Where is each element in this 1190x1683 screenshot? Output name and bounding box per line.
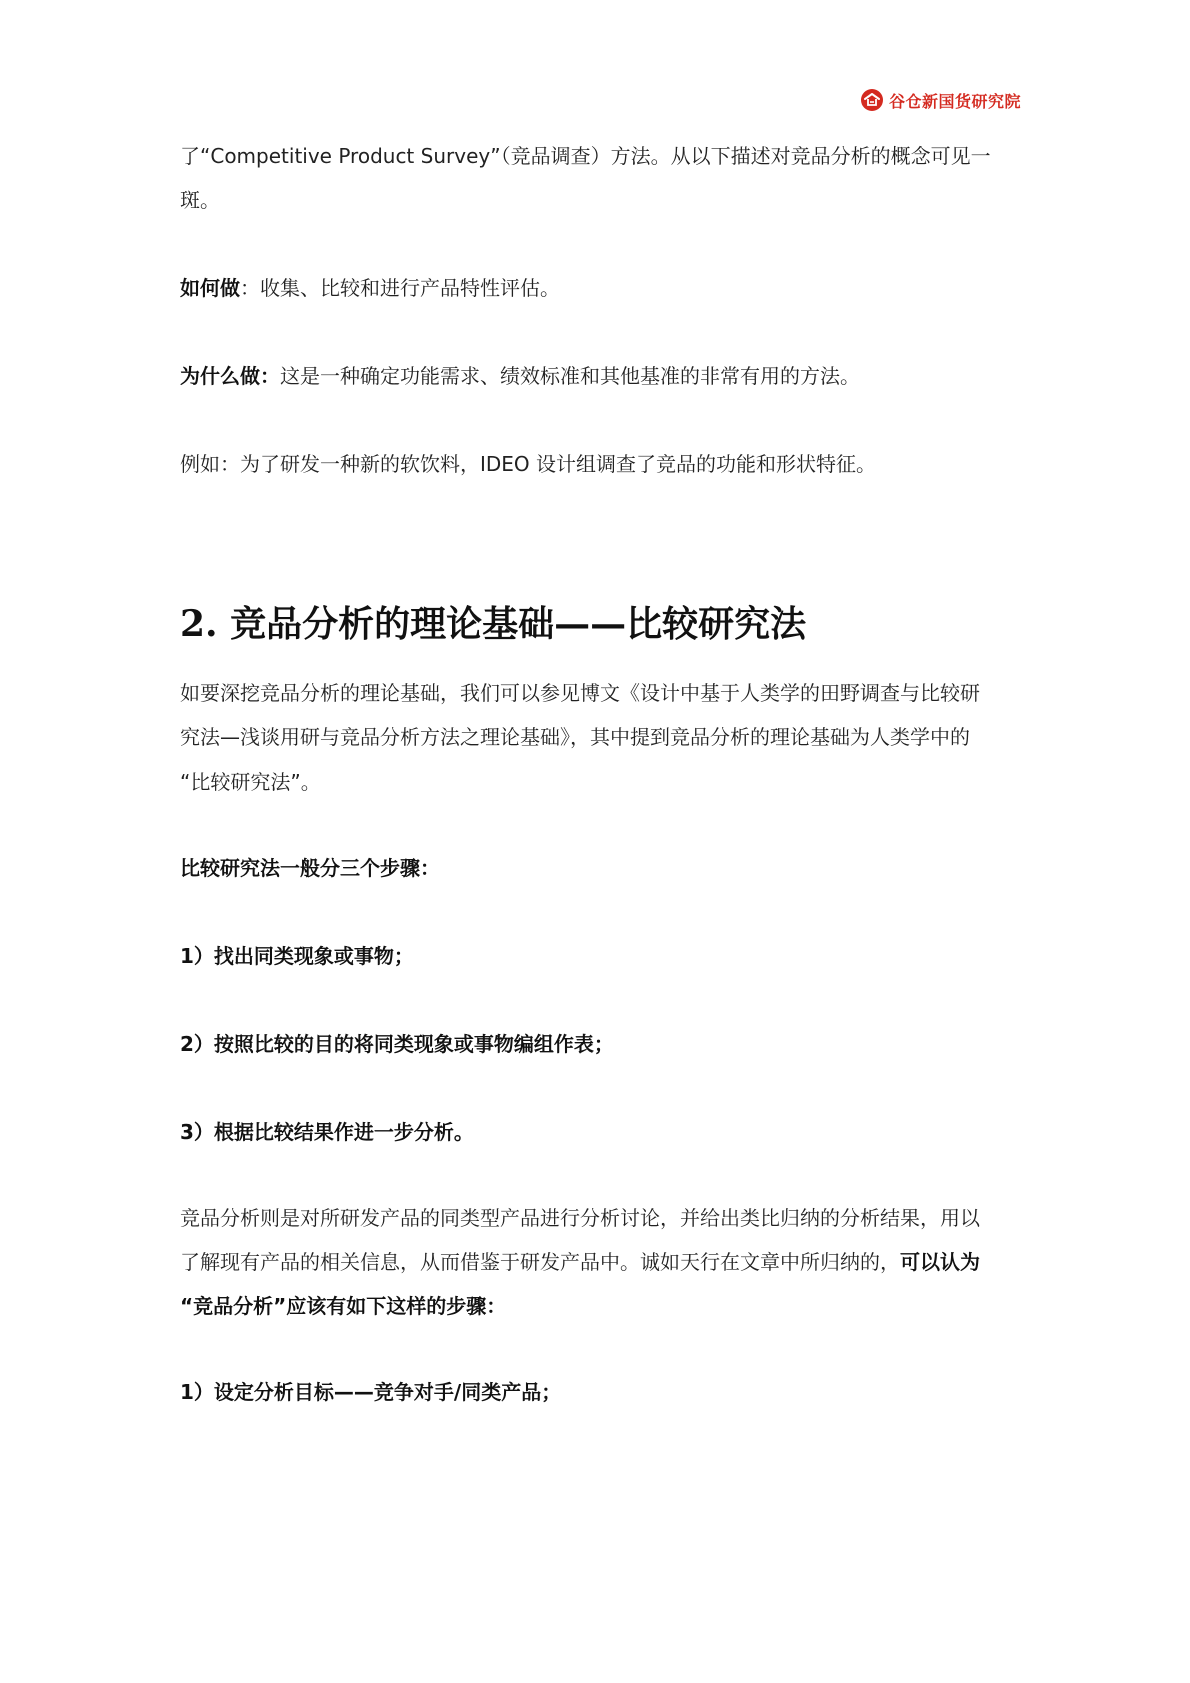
intro-line-2: 斑。 <box>180 188 220 212</box>
para1-line-1: 如要深挖竞品分析的理论基础，我们可以参见博文《设计中基于人类学的田野调查与比较研 <box>180 681 980 705</box>
example-paragraph: 例如：为了研发一种新的软饮料，IDEO 设计组调查了竞品的功能和形状特征。 <box>180 452 877 476</box>
intro-line-1: 了“Competitive Product Survey”（竞品调查）方法。从以下描述对竞品分析的概念可见一 <box>180 144 991 168</box>
para2-line-3: “竞品分析”应该有如下这样的步骤： <box>180 1294 507 1318</box>
granary-logo-icon <box>860 88 884 112</box>
step-a1: 1）设定分析目标——竞争对手/同类产品； <box>180 1380 562 1404</box>
steps-heading: 比较研究法一般分三个步骤： <box>180 856 440 880</box>
why-paragraph <box>180 353 1020 400</box>
para2-line-2-text: 了解现有产品的相关信息，从而借鉴于研发产品中。诚如天行在文章中所归纳的， <box>180 1250 900 1274</box>
section-title: 2. 竞品分析的理论基础——比较研究法 <box>180 603 807 645</box>
why-label: 为什么做： <box>180 364 280 388</box>
para1-line-2: 究法—浅谈用研与竞品分析方法之理论基础》，其中提到竞品分析的理论基础为人类学中的 <box>180 725 970 749</box>
step-3: 3）根据比较结果作进一步分析。 <box>180 1120 474 1144</box>
step-1: 1）找出同类现象或事物； <box>180 944 414 968</box>
para2-line-1: 竞品分析则是对所研发产品的同类型产品进行分析讨论，并给出类比归纳的分析结果，用以 <box>180 1206 980 1230</box>
how-text: ：收集、比较和进行产品特性评估。 <box>240 276 560 300</box>
para2-line-2 <box>180 1239 1020 1286</box>
logo-text: 谷仓新国货研究院 <box>889 91 1022 111</box>
why-text: 这是一种确定功能需求、绩效标准和其他基准的非常有用的方法。 <box>280 364 860 388</box>
how-paragraph <box>180 265 1020 312</box>
how-label: 如何做 <box>180 276 240 300</box>
para2-line-2-emphasis: 可以认为 <box>900 1250 980 1274</box>
step-2: 2）按照比较的目的将同类现象或事物编组作表； <box>180 1032 614 1056</box>
header-logo <box>860 86 1021 114</box>
para1-line-3: “比较研究法”。 <box>180 770 321 794</box>
